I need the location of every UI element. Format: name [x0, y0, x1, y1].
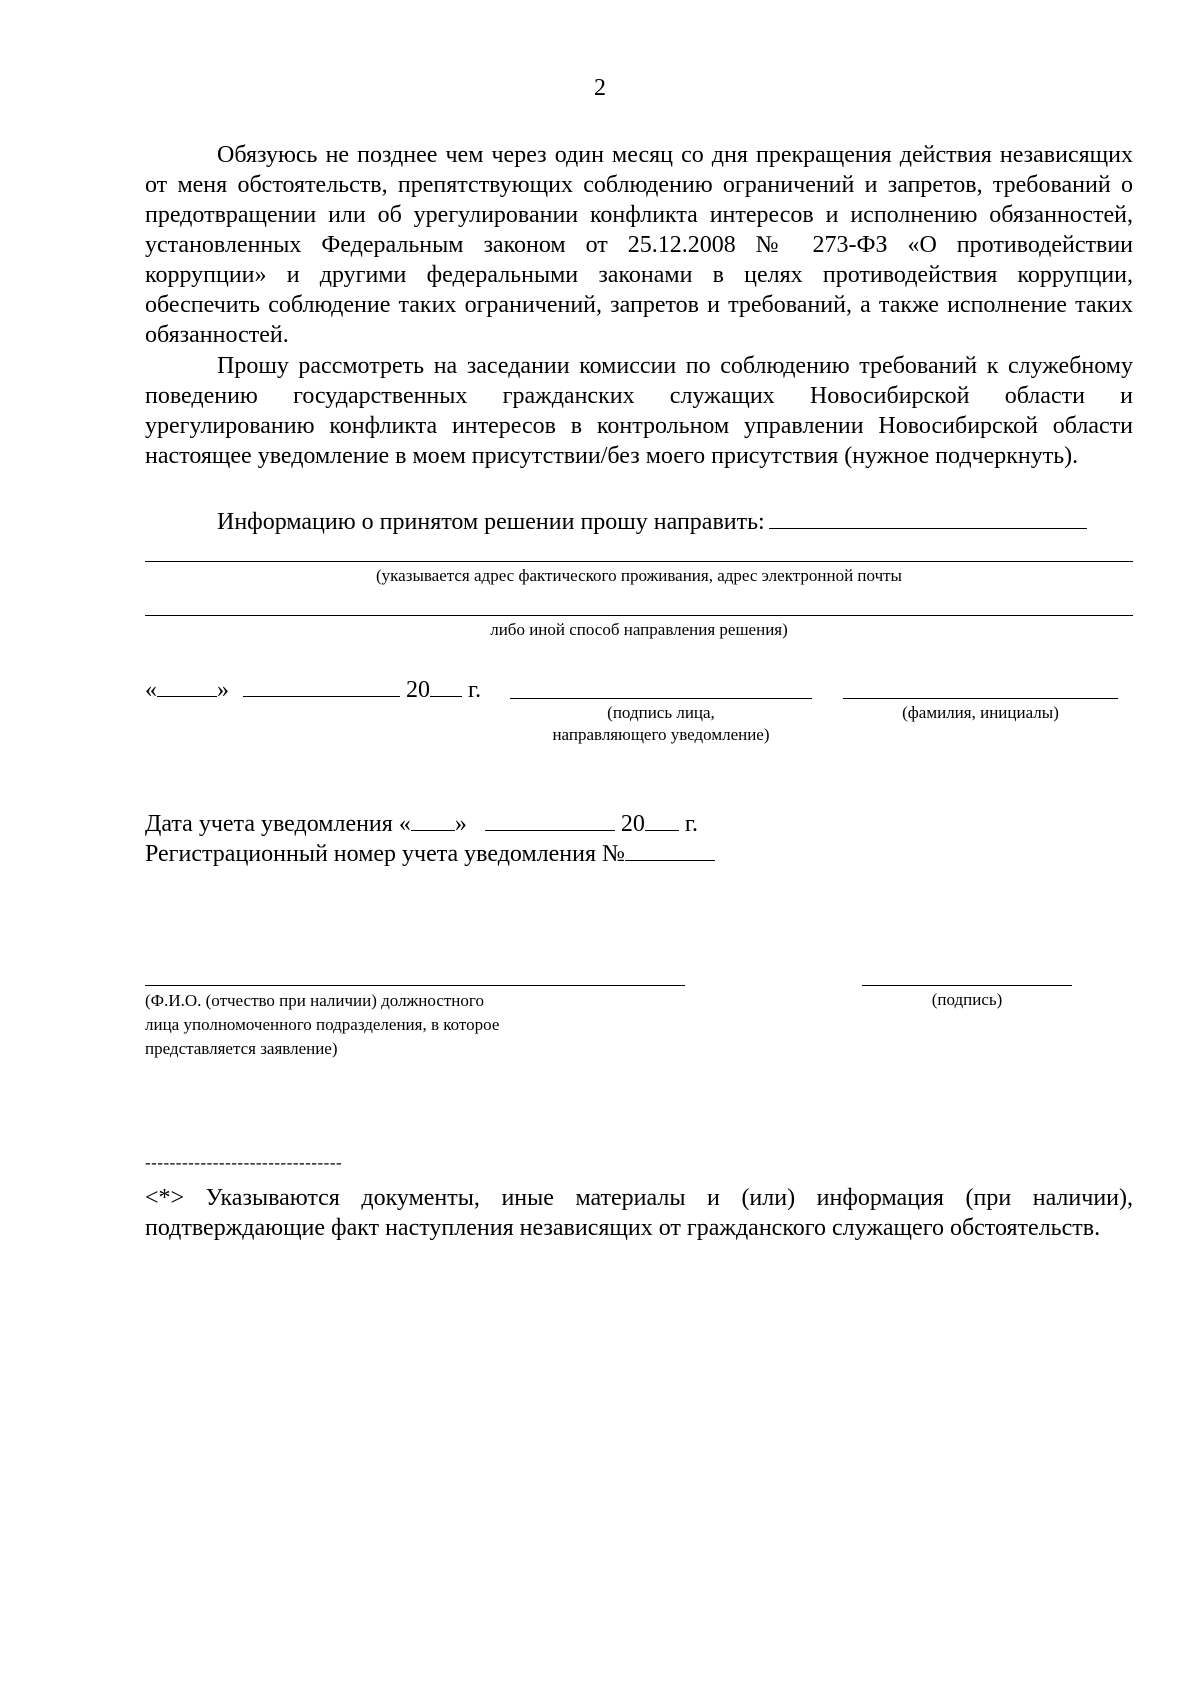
registration-day-blank[interactable]	[411, 808, 455, 831]
official-caption-line2: лица уполномоченного подразделения, в которое	[145, 1015, 500, 1034]
official-caption	[145, 989, 499, 1061]
registration-number-blank[interactable]	[625, 838, 715, 861]
paragraph-request: Прошу рассмотреть на заседании комиссии по соблюдению требований к служебному поведению государственных гражданских служащих Новосибирской области и урегулированию конфликта интересов в контрольном управлении Новосибирской области настоящее уведомление в моем присутствии/без моего присутствия (нужное подчеркнуть).	[145, 353, 1133, 469]
address-caption-2: либо иной способ направления решения)	[490, 620, 788, 639]
signature-caption-line2: направляющего уведомление)	[552, 725, 770, 744]
applicant-signature-line[interactable]	[510, 698, 812, 699]
registration-date-row	[145, 808, 698, 839]
paragraph-obligation: Обязуюсь не позднее чем через один месяц со дня прекращения действия независящих от меня обстоятельств, препятствующих соблюдению ограничений и запретов, требований о предотвращении или об урегулировании конфликта интересов и исполнению обязанностей, установленных Федеральным законом от 25.12.2008 № 273-ФЗ «О противодействии коррупции» и другими федеральными законами в целях противодействия коррупции, обеспечить соблюдение таких ограничений, запретов и требований, а также исполнение таких обязанностей.	[145, 142, 1133, 348]
registration-date-close: »	[454, 811, 467, 837]
registration-year-blank[interactable]	[645, 808, 679, 831]
date-open-quote: «	[145, 677, 157, 703]
official-signature-line[interactable]	[862, 985, 1072, 986]
registration-month-blank[interactable]	[485, 808, 615, 831]
info-request-blank[interactable]	[769, 504, 1087, 529]
year-blank[interactable]	[430, 674, 462, 697]
year-suffix: г.	[468, 677, 482, 703]
signature-caption-line1: (подпись лица,	[607, 703, 715, 722]
address-line-2[interactable]	[145, 615, 1133, 616]
footnote-text: <*> Указываются документы, иные материалы и (или) информация (при наличии), подтверждающие факт наступления независящих от гражданского служащего обстоятельств.	[145, 1185, 1133, 1241]
footnote-separator: --------------------------------	[145, 1153, 343, 1172]
day-blank[interactable]	[157, 674, 217, 697]
registration-date-label: Дата учета уведомления «	[145, 811, 411, 837]
registration-number-row	[145, 838, 715, 869]
official-signature-caption: (подпись)	[931, 990, 1003, 1009]
registration-year-prefix: 20	[620, 811, 645, 837]
address-line-1[interactable]	[145, 561, 1133, 562]
applicant-name-line[interactable]	[843, 698, 1118, 699]
date-close-quote: »	[217, 677, 229, 703]
address-caption-1: (указывается адрес фактического проживания, адрес электронной почты	[376, 566, 902, 585]
info-request-line	[217, 504, 1087, 537]
signature-caption	[508, 702, 814, 746]
applicant-date-row	[145, 674, 481, 705]
official-caption-line1: (Ф.И.О. (отчество при наличии) должностного	[145, 991, 484, 1010]
registration-year-suffix: г.	[684, 811, 698, 837]
info-request-label: Информацию о принятом решении прошу направить:	[217, 509, 765, 535]
official-caption-line3: представляется заявление)	[145, 1039, 338, 1058]
registration-number-label: Регистрационный номер учета уведомления №	[145, 841, 625, 867]
official-name-line[interactable]	[145, 985, 685, 986]
month-blank[interactable]	[243, 674, 400, 697]
name-caption: (фамилия, инициалы)	[902, 703, 1059, 722]
page-number: 2	[594, 75, 606, 101]
year-prefix: 20	[406, 677, 430, 703]
